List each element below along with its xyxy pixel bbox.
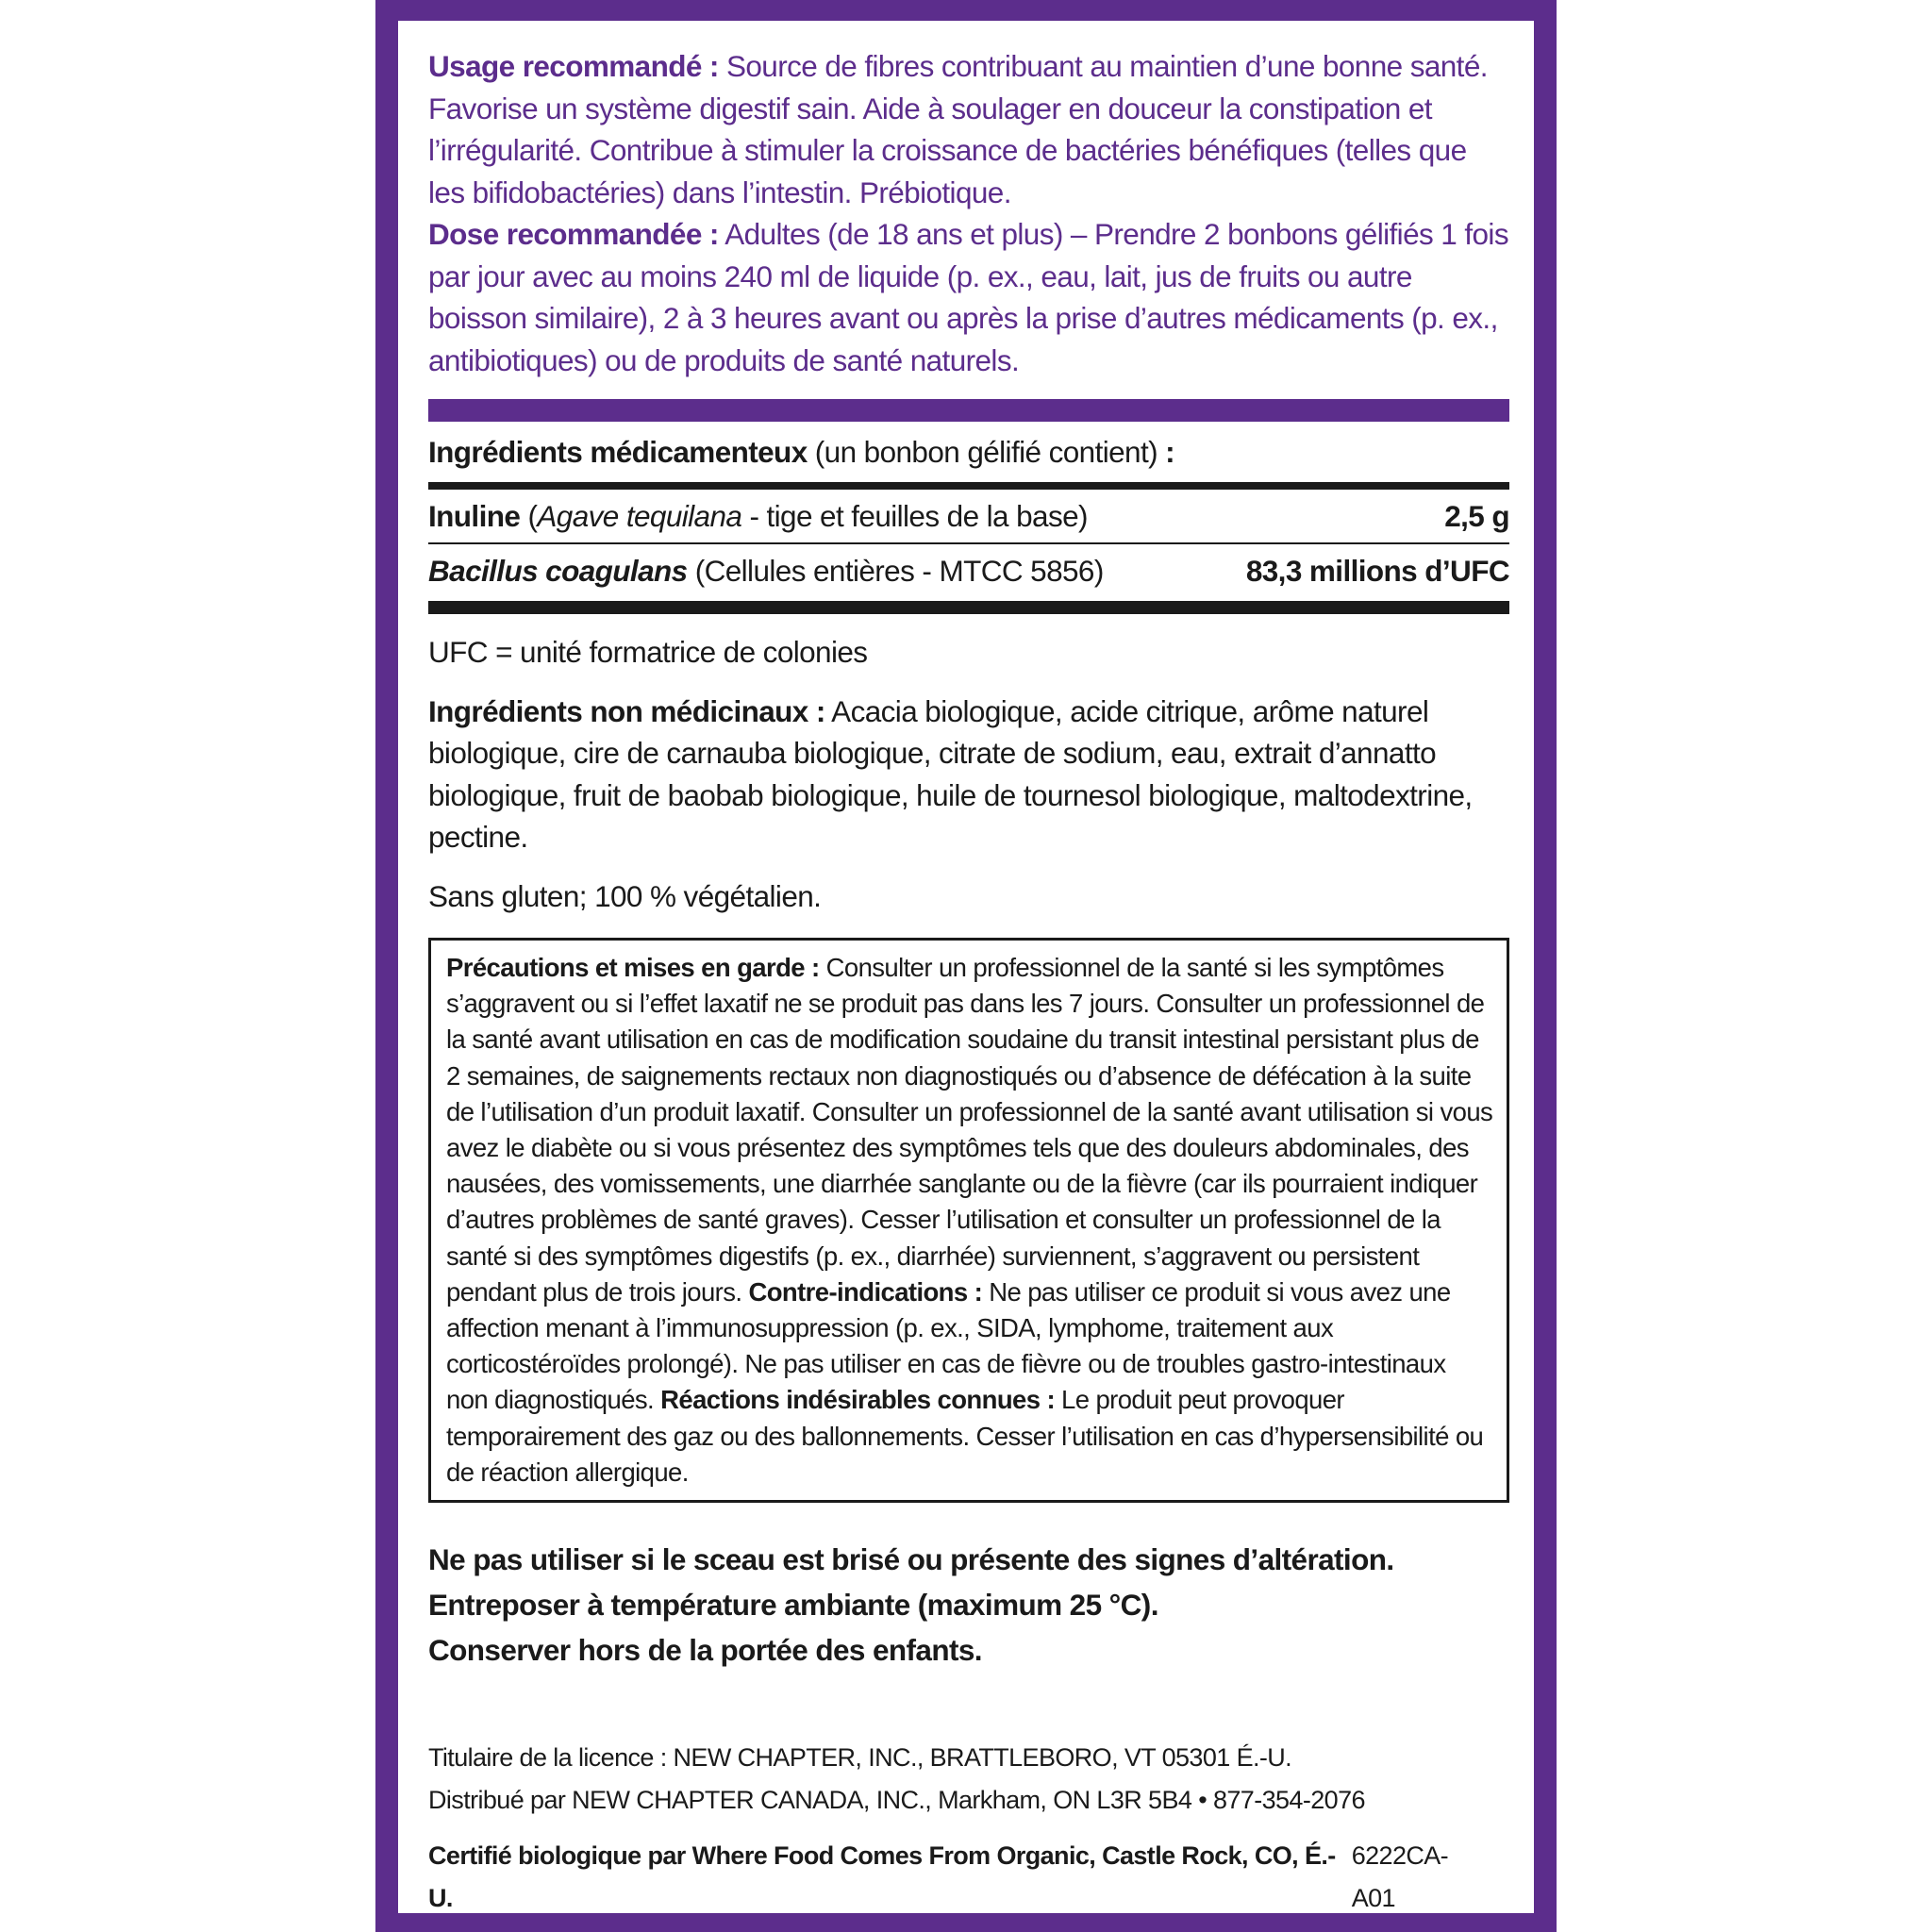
non-medicinal-label: Ingrédients non médicinaux : [428,693,825,728]
non-medicinal-paragraph [428,691,1509,858]
ingredient-desc [428,554,1104,589]
ingredient-name: Inuline [428,498,521,533]
non-medicinal-text: Acacia biologique, acide citrique, arôme naturel biologique, cire de carnauba biologique, citrate de sodium, eau, extrait d’annatto biologique, fruit de baobab biologique, huile de tournesol biologique, maltodextrine, pectine. [428,693,1473,854]
medicinal-heading-bold: Ingrédients médicamenteux [428,435,808,469]
ufc-note: UFC = unité formatrice de colonies [428,635,868,669]
dose-text: Adultes (de 18 ans et plus) – Prendre 2 bonbons gélifiés 1 fois par jour avec au moins 240 ml de liquide (p. ex., eau, lait, jus de fruits ou autre boisson similaire), 2 à 3 heures avant ou après la prise d’autres médicaments (p. ex., antibiotiques) ou de produits de santé naturels. [428,217,1508,377]
storage-line: Ne pas utiliser si le sceau est brisé ou présente des signes d’altération. [428,1542,1394,1577]
adverse-reactions-text: Le produit peut provoquer temporairement des gaz ou des ballonnements. Cesser l’utilisation en cas d’hypersensibilité ou de réaction allergique. [446,1385,1484,1487]
product-code: 6222CA-A01 [1351,1841,1449,1913]
purple-divider [428,399,1509,422]
storage-instructions [428,1537,1509,1673]
footer [428,1737,1509,1822]
medicinal-heading [428,431,1509,473]
dose-paragraph [428,213,1509,381]
precautions-label: Précautions et mises en garde : [446,953,820,982]
certification-text: Certifié biologique par Where Food Comes From Organic, Castle Rock, CO, É.-U. [428,1841,1336,1913]
warnings-box [428,938,1509,1503]
ingredient-row-bacillus [428,544,1509,597]
dose-label: Dose recommandée : [428,217,719,251]
ingredient-amount: 2,5 g [1444,498,1509,533]
certification-row [428,1835,1509,1920]
usage-text: Source de fibres contribuant au maintien d’une bonne santé. Favorise un système digestif sain. Aide à soulager en douceur la constipation et l’irrégularité. Contribue à stimuler la croissance de bactéries bénéfiques (telles que les bifidobactéries) dans l’intestin. Prébiotique. [428,49,1488,209]
contraindications-text: Ne pas utiliser ce produit si vous avez une affection menant à l’immunosuppression (p. ex., SIDA, lymphome, traitement aux corticostéroïdes prolongé). Ne pas utiliser en cas de fièvre ou de troubles gastro-intestinaux non diagnostiqués. [446,1276,1451,1415]
medicinal-heading-rest: (un bonbon gélifié contient) [807,435,1158,469]
precautions-text: Consulter un professionnel de la santé si les symptômes s’aggravent ou si l’effet laxatif ne se produit pas dans les 7 jours. Consulter un professionnel de la santé avant utilisation en cas de modification soudaine du transit intestinal persistant plus de 2 semaines, de saignements rectaux non diagnostiqués ou d’absence de défécation à la suite de l’utilisation d’un produit laxatif. Consulter un professionnel de la santé avant utilisation si vous avez le diabète ou si vous présentez des symptômes tels que des douleurs abdominales, des nausées, des vomissements, une diarrhée sanglante ou de la fièvre (car ils pourraient indiquer d’autres problèmes de santé graves). Cesser l’utilisation et consulter un professionnel de la santé si des symptômes digestifs (p. ex., diarrhée) surviennent, s’aggravent ou persistent pendant plus de trois jours. [446,953,1493,1307]
ingredient-detail: (Cellules entières - MTCC 5856) [687,553,1104,588]
ingredient-desc [428,499,1088,534]
storage-line: Entreposer à température ambiante (maximum 25 °C). [428,1588,1158,1623]
distributor: Distribué par NEW CHAPTER CANADA, INC., Markham, ON L3R 5B4 • 877-354-2076 [428,1786,1365,1815]
ingredient-source-open: ( [520,498,538,533]
ingredient-species: Agave tequilana [537,498,742,533]
label-content [428,45,1509,1920]
medicinal-heading-colon: : [1158,435,1175,469]
storage-line: Conserver hors de la portée des enfants. [428,1633,982,1668]
ingredient-row-inuline [428,490,1509,542]
ingredient-name: Bacillus coagulans [428,553,688,588]
licence-holder: Titulaire de la licence : NEW CHAPTER, INC., BRATTLEBORO, VT 05301 É.-U. [428,1743,1292,1773]
usage-paragraph [428,45,1509,213]
usage-label: Usage recommandé : [428,49,719,83]
claims-text: Sans gluten; 100 % végétalien. [428,878,822,913]
ingredient-amount: 83,3 millions d’UFC [1245,553,1509,588]
table-top-rule [428,482,1509,490]
adverse-reactions-label: Réactions indésirables connues : [660,1385,1055,1415]
contraindications-label: Contre-indications : [748,1276,983,1307]
ingredient-source: - tige et feuilles de la base) [741,498,1088,533]
table-bottom-rule [428,601,1509,614]
